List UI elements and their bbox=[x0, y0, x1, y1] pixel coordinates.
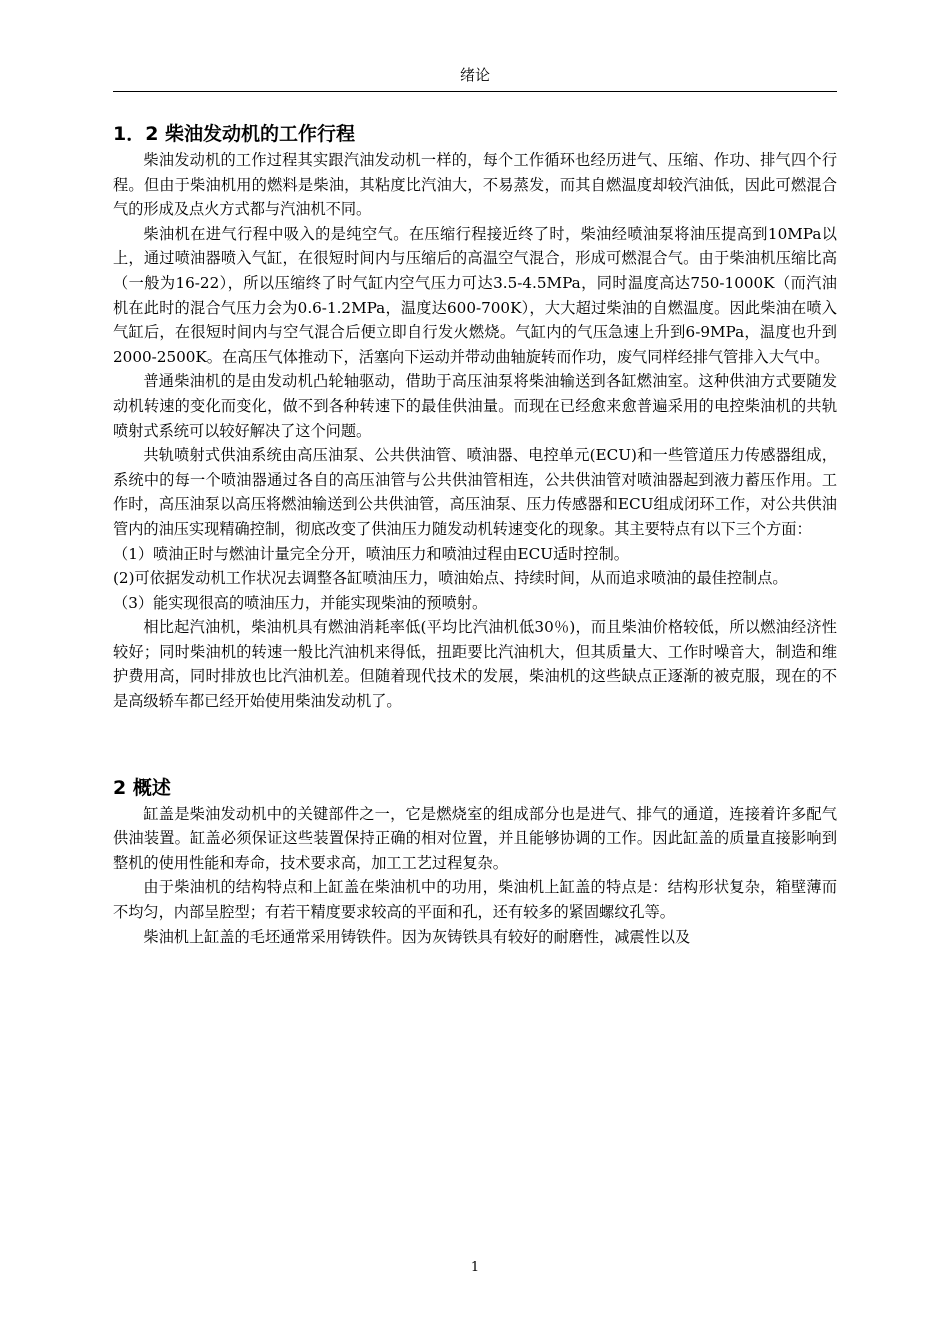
paragraph: 缸盖是柴油发动机中的关键部件之一，它是燃烧室的组成部分也是进气、排气的通道，连接着许多配气供油装置。缸盖必须保证这些装置保持正确的相对位置，并且能够协调的工作。因此缸盖的质量直接影响到整机的使用性能和寿命，技术要求高，加工工艺过程复杂。 bbox=[113, 804, 837, 872]
paragraph: 相比起汽油机，柴油机具有燃油消耗率低(平均比汽油机低30％)，而且柴油价格较低，所以燃油经济性较好；同时柴油机的转速一般比汽油机来得低，扭距要比汽油机大，但其质量大、工作时噪音大，制造和维护费用高，同时排放也比汽油机差。但随着现代技术的发展，柴油机的这些缺点正逐渐的被克服，现在的不是高级轿车都已经开始使用柴油发动机了。 bbox=[113, 618, 837, 711]
page-number: 1 bbox=[470, 1260, 480, 1275]
list-item: （3）能实现很高的喷油压力，并能实现柴油的预喷射。 bbox=[113, 593, 488, 612]
list-item: （1）喷油正时与燃油计量完全分开，喷油压力和喷油过程由ECU适时控制。 bbox=[113, 544, 629, 563]
list-item: (2)可依据发动机工作状况去调整各缸喷油压力，喷油始点、持续时间，从而追求喷油的最佳控制点。 bbox=[113, 569, 788, 588]
paragraph: 普通柴油机的是由发动机凸轮轴驱动，借助于高压油泵将柴油输送到各缸燃油室。这种供油方式要随发动机转速的变化而变化，做不到各种转速下的最佳供油量。而现在已经愈来愈普遍采用的电控柴油机的共轨喷射式系统可以较好解决了这个问题。 bbox=[113, 372, 837, 440]
running-header: 绪论 bbox=[459, 66, 490, 84]
paragraph: 由于柴油机的结构特点和上缸盖在柴油机中的功用，柴油机上缸盖的特点是：结构形状复杂，箱壁薄而不均匀，内部呈腔型；有若干精度要求较高的平面和孔，还有较多的紧固螺纹孔等。 bbox=[113, 878, 837, 922]
header-rule bbox=[113, 91, 837, 92]
section-heading-2: 2 概述 bbox=[113, 776, 171, 799]
section-heading-1-2: 1．2 柴油发动机的工作行程 bbox=[113, 123, 356, 145]
paragraph: 柴油机在进气行程中吸入的是纯空气。在压缩行程接近终了时，柴油经喷油泵将油压提高到10MPa以上，通过喷油器喷入气缸，在很短时间内与压缩后的高温空气混合，形成可燃混合气。由于柴油机压缩比高（一般为16-22），所以压缩终了时气缸内空气压力可达3.5-4.5MPa，同时温度高达750-1000K（而汽油机在此时的混合气压力会为0.6-1.2MPa，温度达600-700K），大大超过柴油的自燃温度。因此柴油在喷入气缸后，在很短时间内与空气混合后便立即自行发火燃烧。气缸内的气压急速上升到6-9MPa，温度也升到2000-2500K。在高压气体推动下，活塞向下运动并带动曲轴旋转而作功，废气同样经排气管排入大气中。 bbox=[113, 224, 837, 366]
document-body bbox=[113, 120, 837, 949]
paragraph: 柴油发动机的工作过程其实跟汽油发动机一样的，每个工作循环也经历进气、压缩、作功、排气四个行程。但由于柴油机用的燃料是柴油，其粘度比汽油大，不易蒸发，而其自燃温度却较汽油低，因此可燃混合气的形成及点火方式都与汽油机不同。 bbox=[113, 151, 837, 219]
paragraph: 共轨喷射式供油系统由高压油泵、公共供油管、喷油器、电控单元(ECU)和一些管道压力传感器组成，系统中的每一个喷油器通过各自的高压油管与公共供油管相连，公共供油管对喷油器起到液力蓄压作用。工作时，高压油泵以高压将燃油输送到公共供油管，高压油泵、压力传感器和ECU组成闭环工作，对公共供油管内的油压实现精确控制，彻底改变了供油压力随发动机转速变化的现象。其主要特点有以下三个方面： bbox=[113, 446, 837, 538]
paragraph: 柴油机上缸盖的毛坯通常采用铸铁件。因为灰铸铁具有较好的耐磨性，减震性以及 bbox=[143, 927, 691, 946]
